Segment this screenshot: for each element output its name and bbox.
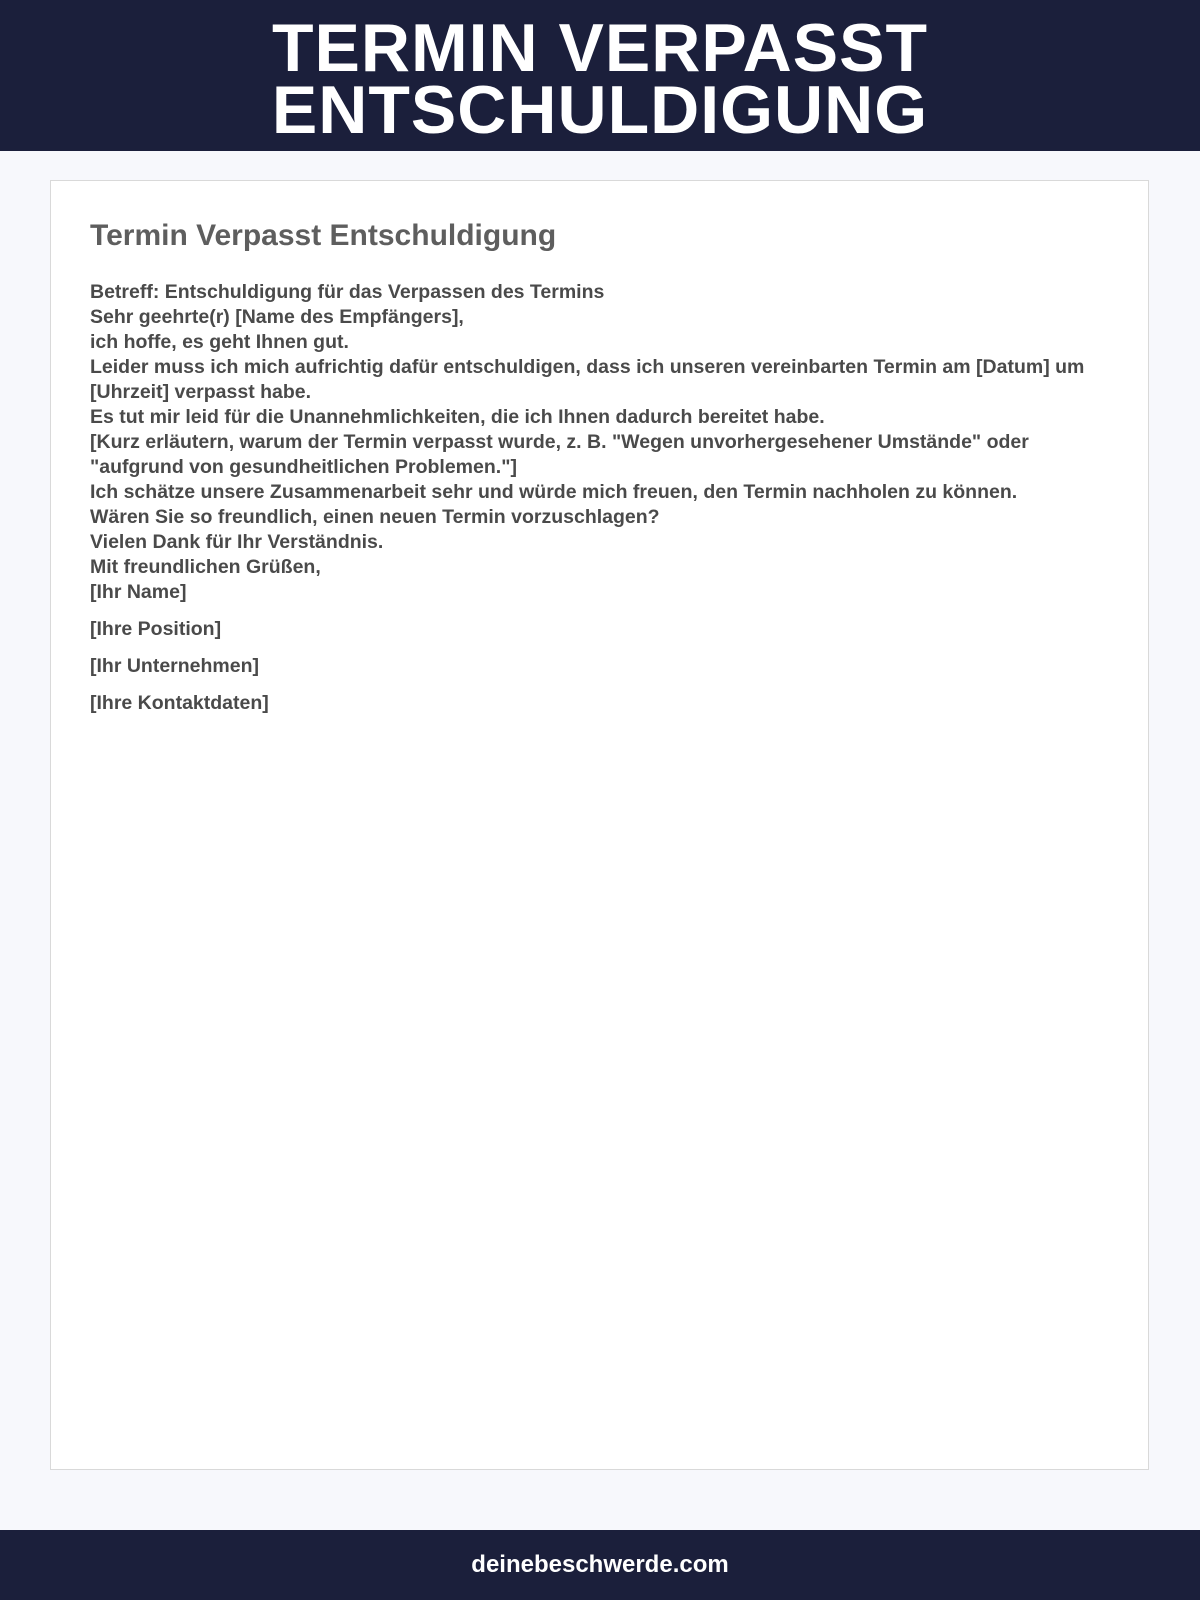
letter-closing: Mit freundlichen Grüßen, [90, 556, 321, 578]
letter-salutation: Sehr geehrte(r) [Name des Empfängers], [90, 306, 464, 328]
letter-greeting: ich hoffe, es geht Ihnen gut. [90, 331, 349, 353]
footer-site-name: deinebeschwerde.com [471, 1551, 729, 1578]
letter-paragraph-regret: Es tut mir leid für die Unannehmlichkeiten, die ich Ihnen dadurch bereitet habe. [90, 406, 825, 428]
letter-subject: Betreff: Entschuldigung für das Verpassen des Termins [90, 281, 605, 303]
letter-paragraph-appreciation: Ich schätze unsere Zusammenarbeit sehr und würde mich freuen, den Termin nachholen zu können. [90, 481, 1018, 503]
header-title-line-2: ENTSCHULDIGUNG [271, 71, 929, 148]
letter-card [50, 180, 1149, 1470]
page-footer [0, 1530, 1200, 1600]
signature-name: [Ihr Name] [90, 581, 187, 603]
letter-body [90, 280, 1090, 716]
signature-company: [Ihr Unternehmen] [90, 655, 260, 677]
header-title-line-1: TERMIN VERPASST [271, 9, 929, 86]
letter-thanks: Vielen Dank für Ihr Verständnis. [90, 531, 384, 553]
letter-paragraph-reason: [Kurz erläutern, warum der Termin verpasst wurde, z. B. "Wegen unvorhergesehener Umstände" oder "aufgrund von gesundheitlichen Problemen."] [90, 431, 1029, 478]
signature-contact: [Ihre Kontaktdaten] [90, 692, 269, 714]
document-title: Termin Verpasst Entschuldigung [90, 219, 557, 252]
signature-position: [Ihre Position] [90, 618, 222, 640]
page-header [0, 0, 1200, 151]
letter-paragraph-request: Wären Sie so freundlich, einen neuen Termin vorzuschlagen? [90, 506, 660, 528]
letter-paragraph-apology: Leider muss ich mich aufrichtig dafür entschuldigen, dass ich unseren vereinbarten Termin am [Datum] um [Uhrzeit] verpasst habe. [90, 356, 1085, 403]
